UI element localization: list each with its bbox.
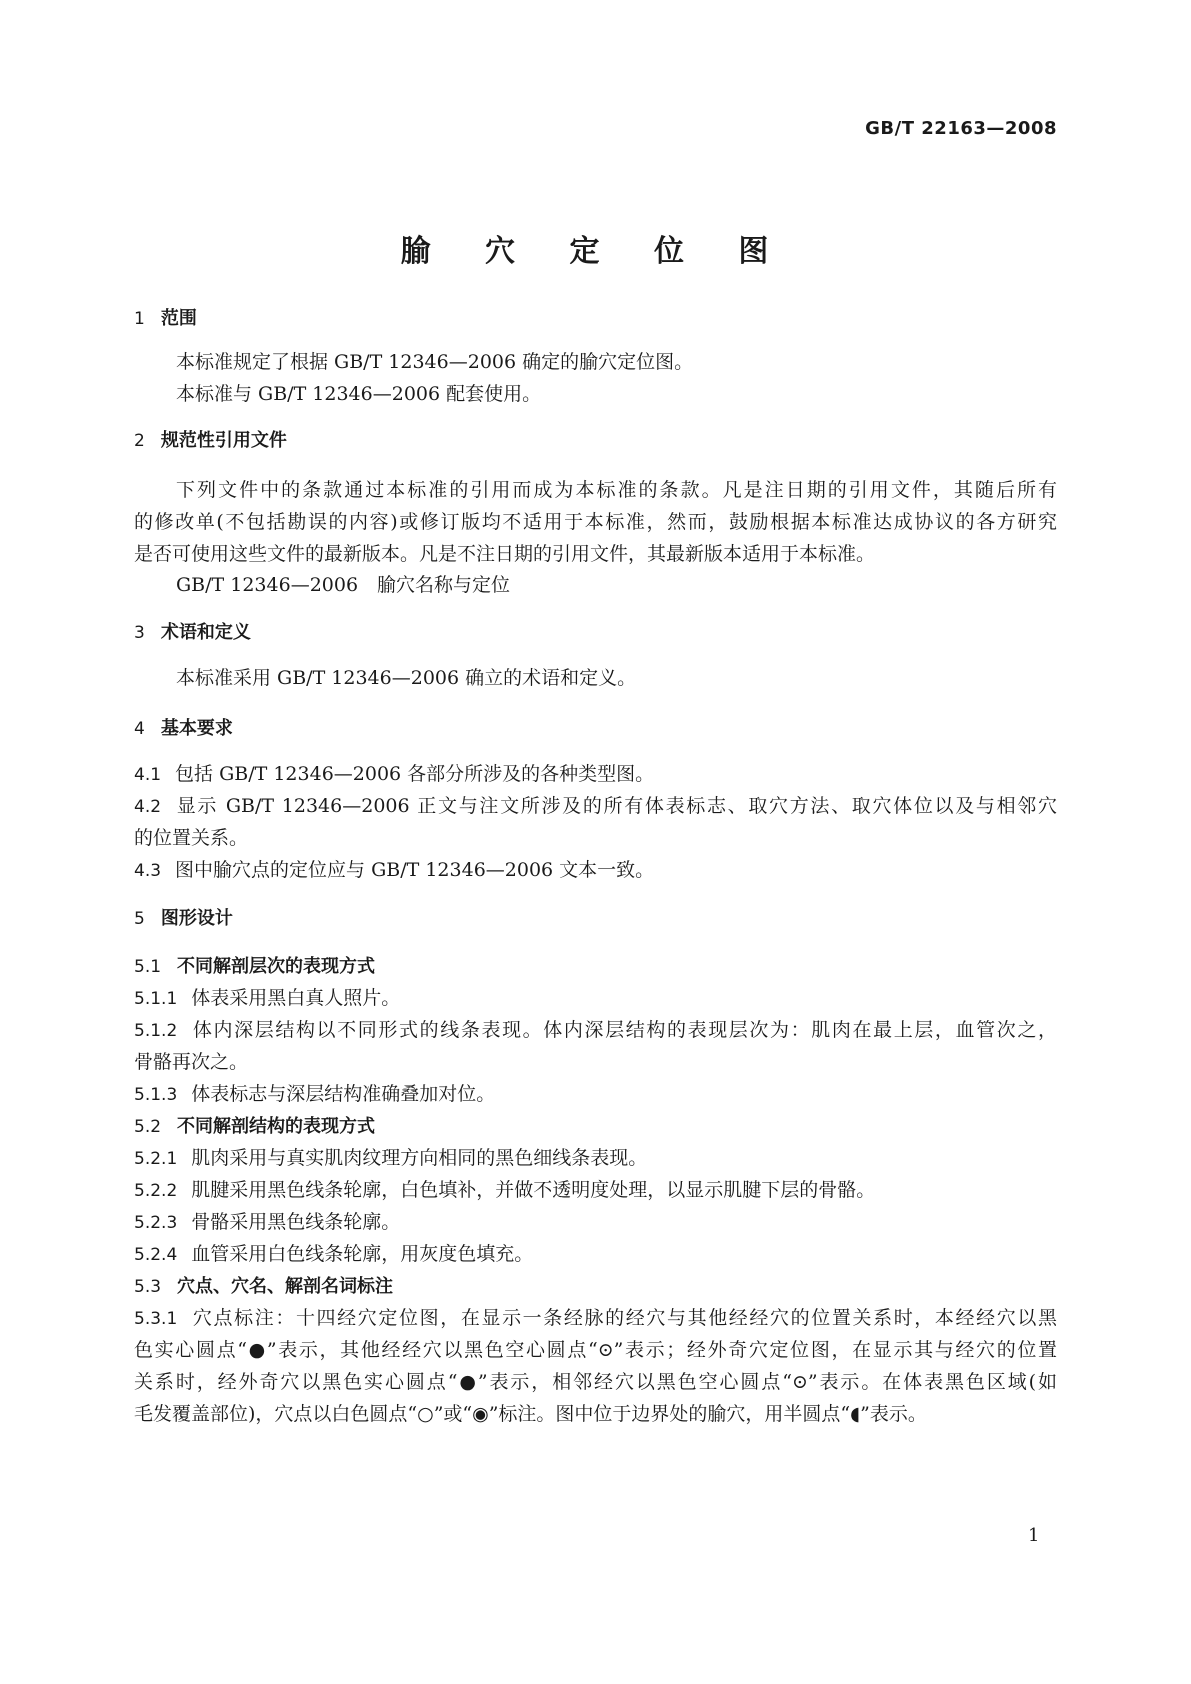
section-title: 术语和定义 (160, 622, 251, 643)
subsection-number: 5.1 (134, 957, 162, 977)
subsection-title: 穴点、穴名、解剖名词标注 (177, 1276, 394, 1297)
clause-number: 4.2 (134, 797, 162, 817)
clause-5-1-1 (134, 982, 1057, 1016)
paragraph-line: 是否可使用这些文件的最新版本。凡是不注日期的引用文件，其最新版本适用于本标准。 (134, 543, 876, 565)
clause-text: 肌腱采用黑色线条轮廓，白色填补，并做不透明度处理，以显示肌腱下层的骨骼。 (191, 1179, 876, 1201)
clause-number: 5.3.1 (134, 1309, 178, 1329)
subsection-5-3-heading (134, 1270, 1057, 1304)
clause-5-2-3 (134, 1206, 1057, 1240)
section-3-heading (134, 616, 1057, 650)
paragraph: 本标准与 GB/T 12346—2006 配套使用。 (176, 383, 542, 405)
section-4-heading (134, 712, 1057, 746)
clause-4-3 (134, 854, 1057, 888)
clause-5-2-2 (134, 1174, 1057, 1208)
clause-text-continued: 色实心圆点“●”表示，其他经经穴以黑色空心圆点“⊙”表示；经外奇穴定位图，在显示其与经穴的位置 (134, 1339, 1057, 1361)
clause-text-continued: 的位置关系。 (134, 827, 249, 849)
clause-number: 5.1.1 (134, 989, 178, 1009)
clause-number: 5.1.3 (134, 1085, 178, 1105)
section-number: 1 (134, 309, 145, 329)
subsection-title: 不同解剖结构的表现方式 (177, 1116, 376, 1137)
section-5-heading (134, 902, 1057, 936)
clause-text: 血管采用白色线条轮廓，用灰度色填充。 (191, 1243, 534, 1265)
section-number: 3 (134, 623, 145, 643)
section-title: 范围 (160, 308, 197, 329)
section-number: 2 (134, 431, 145, 451)
document-title: 腧 穴 定 位 图 (400, 234, 791, 269)
clause-text: 体表采用黑白真人照片。 (191, 987, 401, 1009)
section-2-heading (134, 424, 1057, 458)
subsection-number: 5.2 (134, 1117, 162, 1137)
page-number: 1 (1028, 1525, 1040, 1546)
clause-4-1 (134, 758, 1057, 792)
clause-5-2-1 (134, 1142, 1057, 1176)
section-title: 规范性引用文件 (160, 430, 287, 451)
clause-5-1-2 (134, 1014, 1057, 1048)
clause-number: 5.1.2 (134, 1021, 178, 1041)
reference-entry: GB/T 12346—2006 腧穴名称与定位 (176, 574, 511, 596)
clause-text: 显示 GB/T 12346—2006 正文与注文所涉及的所有体表标志、取穴方法、取穴体位以及与相邻穴 (175, 795, 1057, 817)
section-number: 4 (134, 719, 145, 739)
standard-number: GB/T 22163—2008 (865, 118, 1057, 139)
clause-text: 图中腧穴点的定位应与 GB/T 12346—2006 文本一致。 (175, 859, 655, 881)
clause-text: 穴点标注：十四经穴定位图，在显示一条经脉的经穴与其他经经穴的位置关系时，本经经穴以黑 (191, 1307, 1057, 1329)
section-1-heading (134, 302, 1057, 336)
clause-text: 体内深层结构以不同形式的线条表现。体内深层结构的表现层次为：肌肉在最上层，血管次之， (191, 1019, 1057, 1041)
clause-text-continued: 骨骼再次之。 (134, 1051, 249, 1073)
clause-text: 包括 GB/T 12346—2006 各部分所涉及的各种类型图。 (175, 763, 655, 785)
clause-5-2-4 (134, 1238, 1057, 1272)
paragraph: 本标准采用 GB/T 12346—2006 确立的术语和定义。 (176, 667, 637, 689)
subsection-5-1-heading (134, 950, 1057, 984)
section-number: 5 (134, 909, 145, 929)
clause-number: 5.2.1 (134, 1149, 178, 1169)
paragraph-line: 的修改单(不包括勘误的内容)或修订版均不适用于本标准，然而，鼓励根据本标准达成协议的各方研究 (134, 511, 1057, 533)
clause-text-continued: 毛发覆盖部位)，穴点以白色圆点“○”或“◉”标注。图中位于边界处的腧穴，用半圆点“◖”表示。 (134, 1403, 927, 1425)
clause-number: 4.1 (134, 765, 162, 785)
clause-number: 5.2.2 (134, 1181, 178, 1201)
subsection-number: 5.3 (134, 1277, 162, 1297)
section-title: 基本要求 (160, 718, 233, 739)
subsection-title: 不同解剖层次的表现方式 (177, 956, 376, 977)
clause-text: 肌肉采用与真实肌肉纹理方向相同的黑色细线条表现。 (191, 1147, 648, 1169)
paragraph: 本标准规定了根据 GB/T 12346—2006 确定的腧穴定位图。 (176, 351, 694, 373)
paragraph-line: 下列文件中的条款通过本标准的引用而成为本标准的条款。凡是注日期的引用文件，其随后所有 (176, 479, 1057, 501)
section-title: 图形设计 (160, 908, 233, 929)
clause-number: 5.2.3 (134, 1213, 178, 1233)
clause-5-1-3 (134, 1078, 1057, 1112)
clause-number: 4.3 (134, 861, 162, 881)
clause-number: 5.2.4 (134, 1245, 178, 1265)
clause-text-continued: 关系时，经外奇穴以黑色实心圆点“●”表示，相邻经穴以黑色空心圆点“⊙”表示。在体表黑色区域(如 (134, 1371, 1057, 1393)
clause-text: 体表标志与深层结构准确叠加对位。 (191, 1083, 496, 1105)
clause-5-3-1 (134, 1302, 1057, 1336)
clause-4-2 (134, 790, 1057, 824)
clause-text: 骨骼采用黑色线条轮廓。 (191, 1211, 401, 1233)
subsection-5-2-heading (134, 1110, 1057, 1144)
